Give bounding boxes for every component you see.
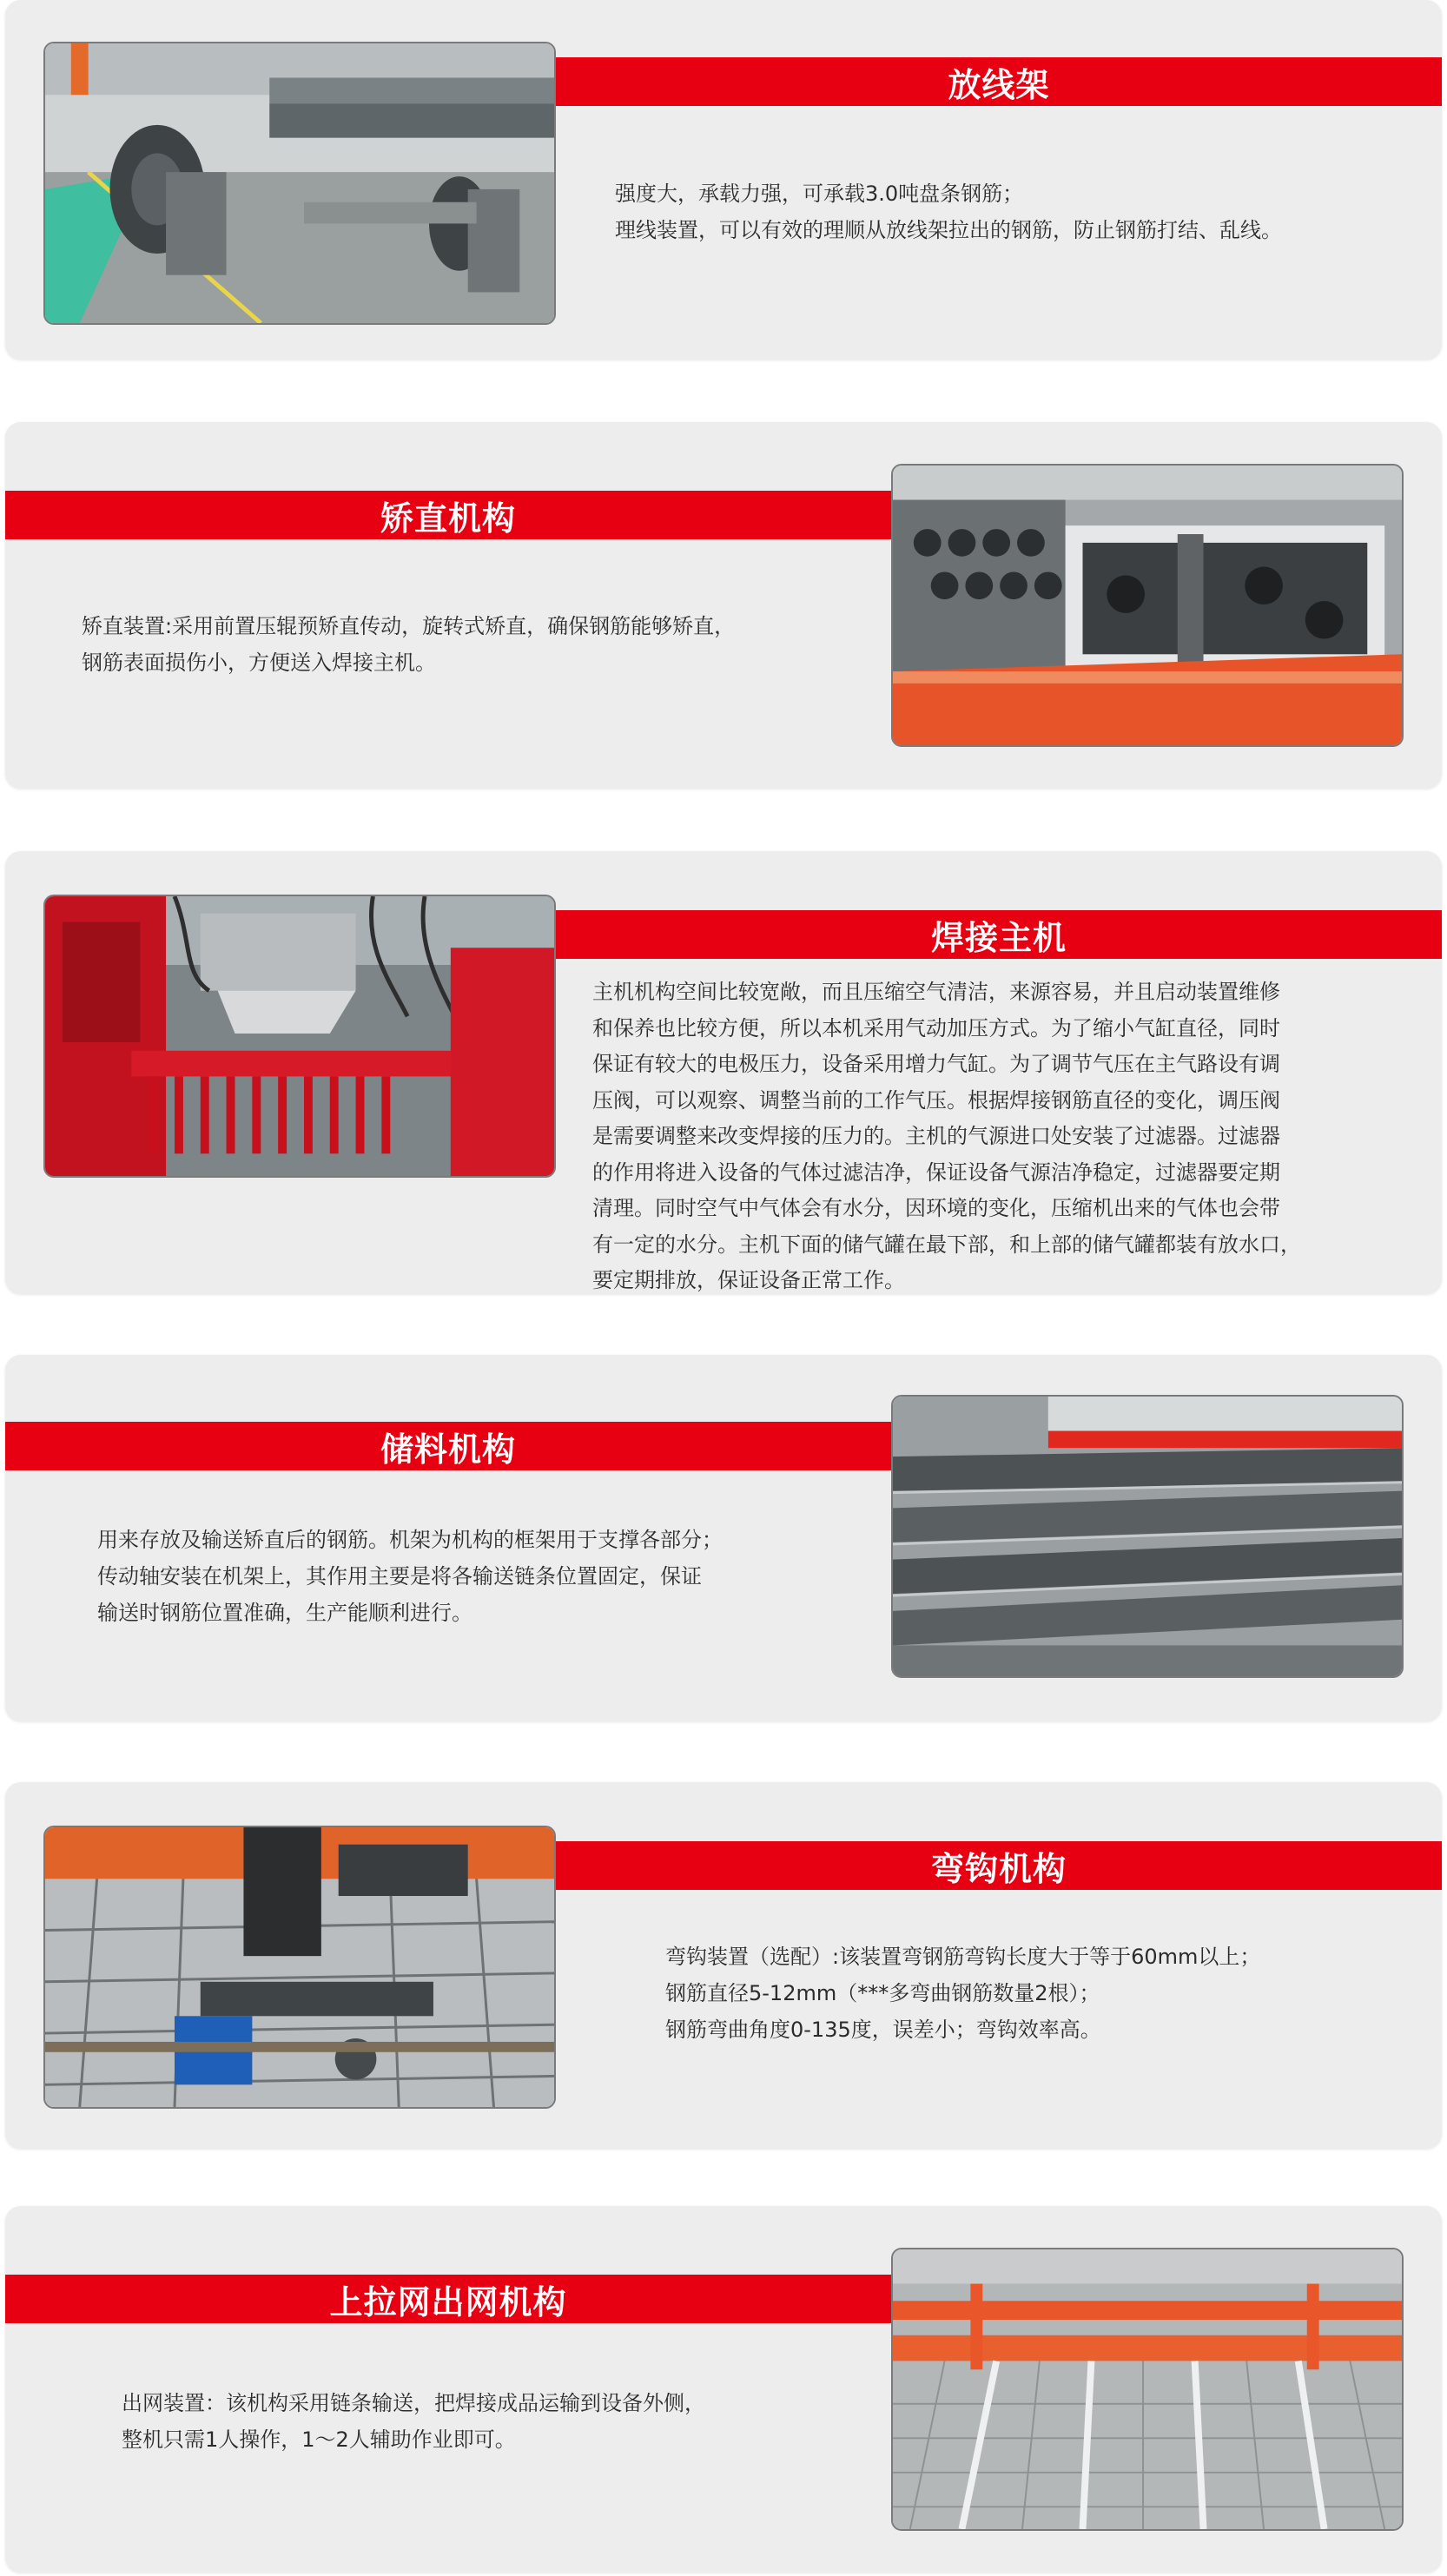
description-line: 要定期排放，保证设备正常工作。: [592, 1268, 905, 1292]
section-banner-welding: [556, 910, 1442, 959]
section-title: 上拉网出网机构: [329, 2282, 567, 2322]
description-line: 清理。同时空气中气体会有水分，因环境的变化，压缩机出来的气体也会带: [592, 1196, 1280, 1220]
section-description-storage: [97, 1522, 723, 1631]
section-banner-hook: [556, 1841, 1442, 1890]
section-photo-output: [891, 2248, 1404, 2531]
section-title: 矫直机构: [380, 499, 516, 538]
description-line: 主机机构空间比较宽敞，而且压缩空气清洁，来源容易，并且启动装置维修: [592, 980, 1280, 1004]
description-line: 理线装置，可以有效的理顺从放线架拉出的钢筋，防止钢筋打结、乱线。: [615, 218, 1282, 242]
section-banner-output: [5, 2275, 891, 2323]
section-title: 焊接主机: [930, 918, 1067, 957]
description-line: 钢筋表面损伤小，方便送入焊接主机。: [82, 651, 436, 675]
section-photo-hook: [43, 1826, 556, 2109]
description-line: 的作用将进入设备的气体过滤洁净，保证设备气源洁净稳定，过滤器要定期: [592, 1159, 1280, 1185]
description-line: 传动轴安装在机架上，其作用主要是将各输送链条位置固定，保证: [97, 1564, 702, 1589]
section-photo-welding: [43, 895, 556, 1178]
section-title: 放线架: [948, 65, 1050, 104]
section-description-straightening: [82, 608, 735, 681]
section-description-welding: [592, 974, 1301, 1299]
section-photo-payoff: [43, 42, 556, 325]
description-line: 整机只需1人操作，1～2人辅助作业即可。: [122, 2427, 516, 2452]
section-banner-payoff: [556, 57, 1442, 106]
section-photo-straightening: [891, 464, 1404, 747]
description-line: 保证有较大的电极压力，设备采用增力气缸。为了调节气压在主气路设有调: [592, 1052, 1280, 1076]
section-banner-storage: [5, 1422, 891, 1470]
description-line: 输送时钢筋位置准确，生产能顺利进行。: [97, 1601, 472, 1625]
description-line: 矫直装置:采用前置压辊预矫直传动，旋转式矫直，确保钢筋能够矫直，: [82, 614, 736, 638]
section-title: 储料机构: [380, 1430, 516, 1469]
description-line: 出网装置：该机构采用链条输送，把焊接成品运输到设备外侧，: [122, 2391, 705, 2415]
description-line: 是需要调整来改变焊接的压力的。主机的气源进口处安装了过滤器。过滤器: [592, 1124, 1280, 1148]
section-photo-storage: [891, 1395, 1404, 1678]
description-line: 用来存放及输送矫直后的钢筋。机架为机构的框架用于支撑各部分；: [97, 1528, 723, 1552]
description-line: 弯钩装置（选配）:该装置弯钢筋弯钩长度大于等于60mm以上；: [665, 1945, 1261, 1969]
description-line: 强度大，承载力强，可承载3.0吨盘条钢筋；: [615, 182, 1024, 206]
description-line: 有一定的水分。主机下面的储气罐在最下部，和上部的储气罐都装有放水口，: [592, 1232, 1301, 1257]
section-description-payoff: [615, 175, 1282, 248]
section-description-output: [122, 2385, 705, 2458]
section-description-hook: [665, 1939, 1260, 2048]
description-line: 和保养也比较方便，所以本机采用气动加压方式。为了缩小气缸直径，同时: [592, 1015, 1280, 1040]
description-line: 压阀，可以观察、调整当前的工作气压。根据焊接钢筋直径的变化，调压阀: [592, 1087, 1280, 1113]
description-line: 钢筋弯曲角度0-135度，误差小；弯钩效率高。: [665, 2018, 1101, 2042]
description-line: 钢筋直径5-12mm（***多弯曲钢筋数量2根）；: [665, 1981, 1100, 2005]
section-banner-straightening: [5, 491, 891, 539]
section-title: 弯钩机构: [930, 1849, 1067, 1888]
